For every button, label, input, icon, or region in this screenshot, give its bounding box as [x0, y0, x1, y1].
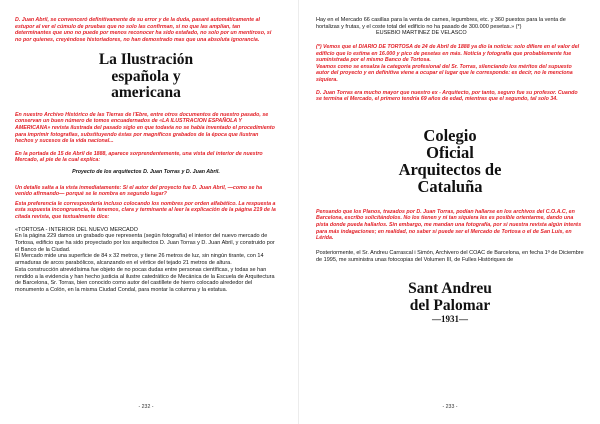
heading-line-3: americana — [111, 84, 181, 102]
torras-paragraph: D. Juan Torras era mucho mayor que nuestro ex - Arquitecto, por tanto, seguro fue su profesor. Cuando se termina el Mercado, el primero tendría 69 años de edad, mientras que el segundo, tal solo 34. — [316, 89, 578, 103]
note-paragraph: (*) Vemos que el DIARIO DE TORTOSA de 24 de Abril de 1888 ya dio la noticia: solo difiere en el valor del edificio que lo estima en 16.000 y pico de pesetas en más. Noticia y fotografía que probablemente fue suministrada por el mismo Banco de Tortosa. — [316, 44, 580, 64]
quote-heading: «TORTOSA - INTERIOR DEL NUEVO MERCADO — [15, 226, 138, 233]
heading-line-2: española y — [111, 67, 181, 85]
april-paragraph: En la portada de 15 de Abril de 1888, aparece sorprendentemente, una vista del interior de nuestro Mercado, al pie de la cual explica: — [15, 150, 263, 164]
heading-line-1: La Ilustración — [98, 51, 194, 69]
correspondence-paragraph: Esta preferencia le correspondería incluso colocando los nombres por orden alfabético. La respuesta a esta supuesta incongruencia, la tenemos, clara y terminante al leer la explicación de la página 219 de la citada revista, que textualmente dice: — [15, 200, 276, 220]
quote-body-1: En la página 229 damos un grabado que representa (según fotografía) el interior del nuevo mercado de Tortosa, edificio que ha sido proyectado por los arquitectos D. Juan Torras y D. Juan Abril, y construido por el Banco de la Ciudad. — [15, 233, 275, 253]
left-page — [15, 0, 277, 424]
heading-year: —1931— — [432, 314, 468, 325]
intro-paragraph: D. Juan Abril, se convenceró definitivamente de su error y de la duda, pasaré automáticamente al estupor al ver el cúmulo de pruebas que no solo las confirman, si no que las amplían, tan determinantes que uno no puede por menos reconocer ha sido estafado, no solo por un mentiroso, si no por quienes, creyéndose historiadores, no han demostrado mas que una absoluta ignorancia. — [15, 17, 272, 43]
heading-line-4: Cataluña — [417, 176, 483, 196]
detail-paragraph: Un detalle salta a la vista inmediatamente: Si el autor del proyecto fue D. Juan Abril, —como se ha venido afirmando— porqué se le nombra en segundo lugar? — [15, 184, 263, 198]
quote-body-3: Esta construcción atrevidísima fue objeto de no pocas dudas entre personas científicas, y todas se han rendido a la evidencia y han hecho justicia al ilustre catedrático de Mecánica de la Escuela de Arquitectura de Barcelona, Sr. Torras, bien conocido como autor del castillete de hierro colocado alrededor del monumento a Colón, en la misma Ciudad Condal, para montar la columna y la estatua. — [15, 266, 275, 293]
heading-line-1: Colegio — [423, 125, 477, 145]
heading-colegio — [316, 127, 584, 195]
signature: EUSEBIO MARTINEZ DE VELASCO — [376, 30, 467, 37]
later-paragraph: Posteriormente, el Sr. Andreu Carrascal i Simón, Archivero del COAC de Barcelona, en fecha 1º de Diciembre de 1995, me suministra unas fotocopias del Volumen III, de Fulles Històriques de — [316, 249, 584, 263]
mercado-paragraph: Hay en el Mercado 66 casillas para la venta de carnes, legumbres, etc. y 360 puestos para la venta de hortalizas y frutas, y el coste total del edificio no ha pasado de 300.000 pesetas.» (*) — [316, 17, 566, 30]
note-paragraph-2: Veamos como se ensalza la categoría profesional del Sr. Torras, silenciando los méritos del supuesto autor del proyecto y en definitiva viene a ocupar el lugar que le corresponde: es decir, no le menciona siquiera. — [316, 63, 573, 84]
right-page — [316, 0, 584, 424]
heading-sant-andreu — [316, 281, 584, 325]
heading-la-ilustracion — [15, 52, 277, 102]
page-number-left: - 232 - — [138, 404, 154, 410]
archive-paragraph: En nuestro Archivo Histórico de las Tierras de l'Ebre, entre otros documentos de nuestro pasado, se conservan un buen número de tomos encuadernados de «LA ILUSTRACION ESPAÑOLA Y AMERICANA» revista ilustrada del pasado siglo en que todavía no se había inventado el procedimiento para imprimir fotografías, substituyendo éstas por magníficos grabados de la época que ilustran hechos y sucesos de la vida nacional... — [15, 111, 275, 145]
heading-line-2: del Palomar — [409, 296, 491, 314]
quote-body-2: El Mercado mide una superficie de 84 x 32 metros, y tiene 26 metros de luz, sin ningún tirante, con 14 armaduras de arcos parabólicos, alcanzando en el vértice del tejado 21 metros de altura. — [15, 253, 264, 267]
heading-line-2: Oficial — [426, 142, 474, 162]
plans-paragraph: Pensando que los Planos, trazados por D. Juan Torras, podían hallarse en los archivos del C.O.A.C, en Barcelona, escribo solicitándolos. No los tienen y ni tan siquiera les es posible orientarme, dando una pista donde pueda hallarlos. Sin embargo, me mandan una fotografía, por si nuestra revista algún interés para más indagaciones; en realidad, no saber si puede ser el Mercado de Tortosa o el de San Luis, en Lérida. — [316, 208, 582, 242]
heading-line-1: Sant Andreu — [408, 280, 492, 298]
caption-line: Proyecto de los arquitectos D. Juan Torras y D. Juan Abril. — [72, 169, 220, 176]
page-gutter — [298, 0, 299, 424]
page-number-right: - 233 - — [442, 404, 458, 410]
heading-line-3: Arquitectos de — [398, 159, 502, 179]
